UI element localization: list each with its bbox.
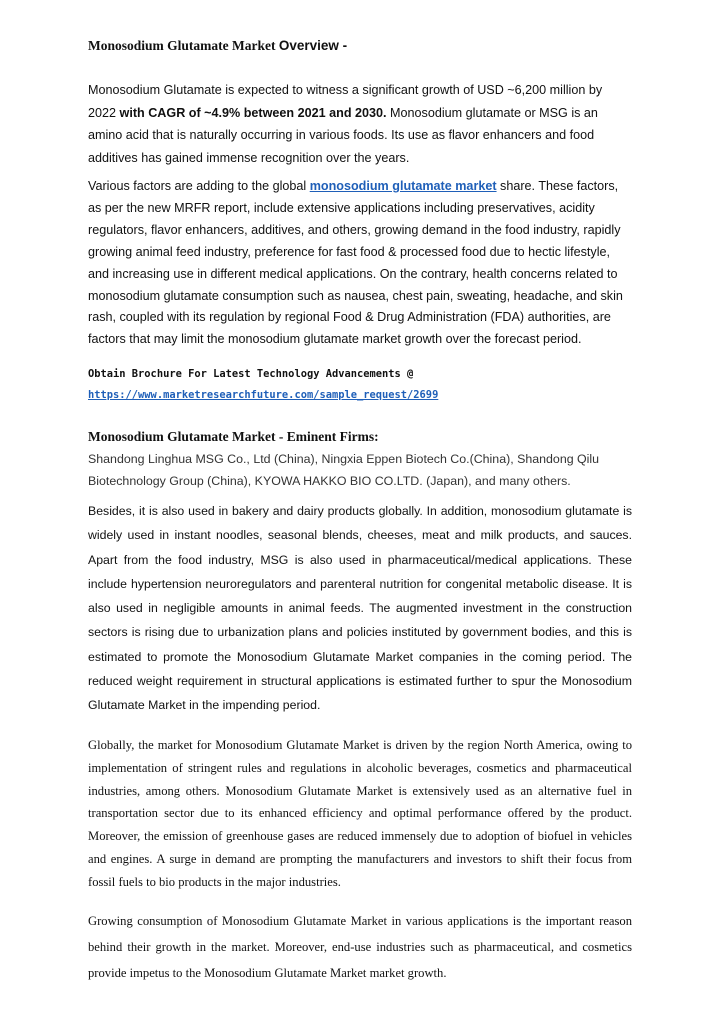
growth-paragraph: Growing consumption of Monosodium Glutamate Market in various applications is the important reason behind their growth in the market. Moreover, end-use industries such as pharmaceutical, and cosmetics provide impetus to the Monosodium Glutamate Market market growth. <box>88 914 632 980</box>
title-main: Monosodium Glutamate Market <box>88 38 276 53</box>
brochure-link[interactable]: https://www.marketresearchfuture.com/sample_request/2699 <box>88 389 439 401</box>
firms-list: Shandong Linghua MSG Co., Ltd (China), Ningxia Eppen Biotech Co.(China), Shandong Qilu Biotechnology Group (China), KYOWA HAKKO BIO CO.LTD. (Japan), and many others. <box>88 452 600 488</box>
factors-paragraph <box>88 176 632 351</box>
firms-heading: Monosodium Glutamate Market - Eminent Firms: <box>88 429 379 444</box>
brochure-label: Obtain Brochure For Latest Technology Advancements @ <box>88 368 414 380</box>
factors-text-continued: share. These factors, as per the new MRFR report, include extensive applications including preservatives, acidity regulators, flavor enhancers, additives, and others, growing demand in the food industry, rapidly growing animal feed industry, preference for fast food & processed food due to hectic lifestyle, and increasing use in different medical applications. On the contrary, health concerns related to monosodium glutamate consumption such as nausea, chest pain, sweating, headache, and skin rash, coupled with its regulation by regional Food & Drug Administration (FDA) authorities, are factors that may limit the monosodium glutamate market growth over the forecast period. <box>88 179 623 347</box>
intro-text-continued: Monosodium glutamate or MSG is an amino acid that is naturally occurring in various foods. Its use as flavor enhancers and food additives has gained immense recognition over the years. <box>88 105 598 166</box>
intro-cagr: with CAGR of ~4.9% between 2021 and 2030. <box>119 105 387 120</box>
uses-paragraph: Besides, it is also used in bakery and dairy products globally. In addition, monosodium glutamate is widely used in instant noodles, seasonal blends, cheeses, meat and milk products, and sauces. Apart from the food industry, MSG is also used in pharmaceutical/medical applications. These include hypertension neuroregulators and parenteral nutrition for congenital metabolic disease. It is also used in negligible amounts in animal feeds. The augmented investment in the construction sectors is rising due to urbanization plans and policies instituted by government bodies, and this is estimated to promote the Monosodium Glutamate Market companies in the coming period. The reduced weight requirement in structural applications is estimated further to spur the Monosodium Glutamate Market in the impending period. <box>88 504 632 713</box>
intro-paragraph <box>88 79 632 170</box>
factors-text: Various factors are adding to the global <box>88 179 310 193</box>
title-suffix: Overview - <box>278 38 348 53</box>
page-title <box>88 37 632 55</box>
intro-text: Monosodium Glutamate is expected to witness a significant growth of USD ~6,200 million by 2022 <box>88 83 603 120</box>
market-link[interactable]: monosodium glutamate market <box>309 179 497 193</box>
global-market-paragraph: Globally, the market for Monosodium Glutamate Market is driven by the region North America, owing to implementation of stringent rules and regulations in alcoholic beverages, cosmetics and pharmaceutical industries, among others. Monosodium Glutamate Market is extensively used as an alternative fuel in transportation sector due to its enhanced efficiency and optimal performance offered by the product. Moreover, the emission of greenhouse gases are reduced immensely due to adoption of biofuel in vehicles and engines. A surge in demand are prompting the manufacturers and investors to shift their focus from fossil fuels to bio products in the major industries. <box>88 738 632 889</box>
